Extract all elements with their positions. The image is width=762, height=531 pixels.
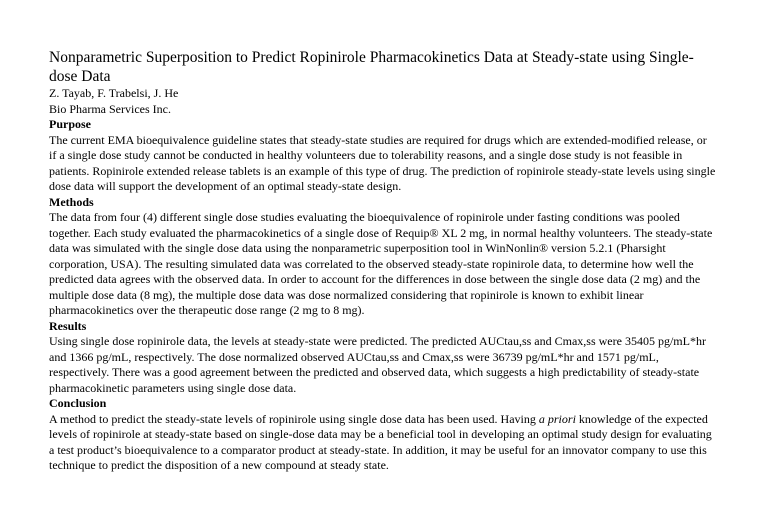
affiliation: Bio Pharma Services Inc. bbox=[49, 101, 171, 116]
section-heading-purpose: Purpose bbox=[49, 117, 91, 131]
abstract-page bbox=[49, 48, 717, 474]
authors: Z. Tayab, F. Trabelsi, J. He bbox=[49, 86, 179, 100]
section-text-methods: The data from four (4) different single dose studies evaluating the bioequivalence of ropinirole under fasting conditions was pooled together. Each study evaluated the pharmacokinetics of a single dose of Requip® XL 2 mg, in normal healthy volunteers. The steady-state data was simulated with the single dose data using the nonparametric superposition tool in WinNonlin® version 5.2.1 (Pharsight corporation, USA). The resulting simulated data was correlated to the observed steady-state ropinirole data, to determine how well the predicted data agrees with the observed data. In order to account for the differences in dose between the single dose data (2 mg) and the multiple dose data (8 mg), the multiple dose data was dose normalized considering that ropinirole is known to exhibit linear pharmacokinetics over the therapeutic dose range (2 mg to 8 mg). bbox=[49, 210, 713, 317]
section-purpose bbox=[49, 117, 717, 195]
section-methods bbox=[49, 195, 717, 319]
section-heading-results: Results bbox=[49, 318, 87, 333]
paper-title: Nonparametric Superposition to Predict Ropinirole Pharmacokinetics Data at Steady-state using Single-dose Data bbox=[49, 49, 694, 85]
section-heading-methods: Methods bbox=[49, 194, 94, 209]
section-results bbox=[49, 319, 717, 397]
section-text-purpose: The current EMA bioequivalence guideline states that steady-state studies are required for drugs which are extended-modified release, or if a single dose study cannot be conducted in healthy volunteers due to tolerability reasons, and a single dose study is not feasible in patients. Ropinirole extended release tablets is an example of this type of drug. The prediction of ropinirole steady-state levels using single dose data will support the development of an optimal steady-state design. bbox=[49, 132, 716, 193]
conclusion-italic-phrase: a priori bbox=[538, 411, 576, 426]
section-conclusion bbox=[49, 396, 717, 474]
section-heading-conclusion: Conclusion bbox=[49, 396, 107, 410]
conclusion-text-end: knowledge of the expected levels of ropinirole at steady-state based on single-dose data may be a beneficial tool in developing an optimal study design for evaluating a test product’s bioequivalence to a comparator product at steady-state. In addition, it may be useful for an innovator company to use this technique to predict the disposition of a new compound at steady state. bbox=[49, 411, 712, 472]
section-text-conclusion bbox=[49, 412, 717, 474]
conclusion-text-start: A method to predict the steady-state levels of ropinirole using single dose data has been used. Having bbox=[49, 411, 539, 426]
section-text-results: Using single dose ropinirole data, the levels at steady-state were predicted. The predicted AUCtau,ss and Cmax,ss were 35405 pg/mL*hr and 1366 pg/mL, respectively. The dose normalized observed AUCtau,ss and Cmax,ss were 36739 pg/mL*hr and 1571 pg/mL, respectively. There was a good agreement between the predicted and observed data, which suggests a high predictability of steady-state pharmacokinetic parameters using single dose data. bbox=[49, 334, 706, 395]
